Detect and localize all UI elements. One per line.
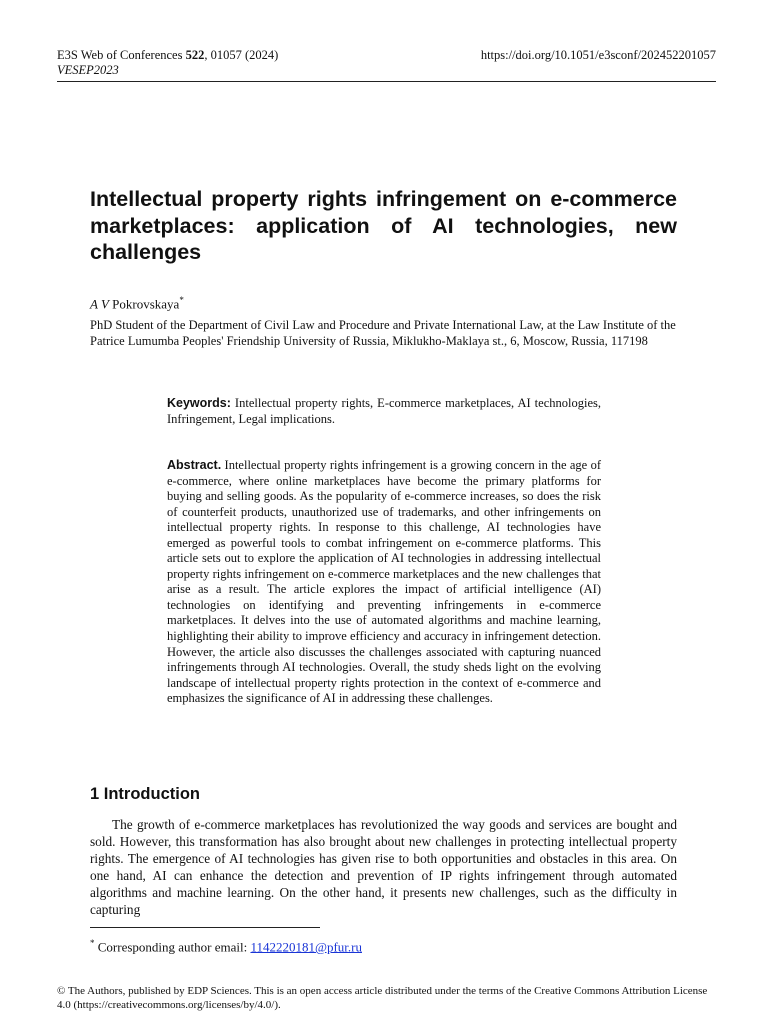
author-initials: A V: [90, 296, 109, 312]
section-heading-introduction: 1 Introduction: [90, 785, 200, 803]
journal-citation: [57, 48, 278, 63]
keywords-text: Intellectual property rights, E-commerce marketplaces, AI technologies, Infringement, Legal implications.: [167, 396, 601, 426]
license-notice: © The Authors, published by EDP Sciences. This is an open access article distributed under the terms of the Creative Commons Attribution License 4.0 (https://creativecommons.org/licenses/by/4.0/).: [57, 985, 708, 1011]
footnote-divider: [90, 927, 320, 928]
conference-venue: VESEP2023: [57, 63, 119, 77]
author-email-link[interactable]: 1142220181@pfur.ru: [250, 939, 362, 955]
abstract-label: Abstract.: [167, 458, 222, 472]
journal-volume: 522: [185, 48, 205, 62]
author-footnote-marker: *: [179, 295, 184, 305]
doi-link[interactable]: https://doi.org/10.1051/e3sconf/202452201057: [480, 48, 716, 62]
header-divider: [57, 81, 716, 82]
abstract-text: Intellectual property rights infringement is a growing concern in the age of e-commerce, where online marketplaces have become the primary platforms for buying and selling goods. As the popularity of e-commerce increases, so does the risk of counterfeit products, unauthorized use of trademarks, and other infringements on intellectual property rights. In response to this challenge, AI technologies have emerged as powerful tools to combat infringement on e-commerce platforms. This article sets out to explore the application of AI technologies in addressing intellectual property rights infringement on e-commerce marketplaces and the new challenges that arise as a result. The article explores the impact of artificial intelligence (AI) technologies on identifying and preventing infringements in e-commerce marketplaces. It delves into the use of automated algorithms and machine learning, highlighting their ability to improve efficiency and accuracy in infringement detection. However, the article also discusses the challenges associated with capturing nuanced infringements through AI technologies. Overall, the study sheds light on the evolving landscape of intellectual property rights protection in the context of e-commerce and emphasizes the significance of AI in addressing these challenges.: [167, 458, 602, 706]
journal-name: E3S Web of Conferences: [57, 48, 186, 62]
footnote: [90, 935, 362, 955]
abstract-block: [167, 458, 601, 707]
author-affiliation: PhD Student of the Department of Civil Law and Procedure and Private International Law, at the Law Institute of the Patrice Lumumba Peoples' Friendship University of Russia, Miklukho-Maklaya st., 6, Moscow, Russia, 117198: [90, 318, 676, 348]
author-line: [90, 292, 184, 312]
keywords-block: [167, 396, 601, 427]
journal-header: [57, 48, 278, 78]
author-surname: Pokrovskaya: [108, 296, 180, 312]
footnote-marker: *: [90, 938, 95, 948]
keywords-label: Keywords:: [167, 396, 231, 410]
article-info: , 01057 (2024): [204, 48, 279, 62]
paper-title: Intellectual property rights infringement on e-commerce marketplaces: application of AI technologies, new challenges: [90, 187, 677, 264]
introduction-paragraph: The growth of e-commerce marketplaces has revolutionized the way goods and services are bought and sold. However, this transformation has also brought about new challenges in protecting intellectual property rights. The emergence of AI technologies has given rise to both opportunities and obstacles in this area. On one hand, AI can enhance the detection and prevention of IP rights infringement through automated algorithms and machine learning. On the other hand, it presents new challenges, such as the difficulty in capturing: [90, 817, 677, 917]
footnote-label: Corresponding author email:: [94, 939, 251, 955]
